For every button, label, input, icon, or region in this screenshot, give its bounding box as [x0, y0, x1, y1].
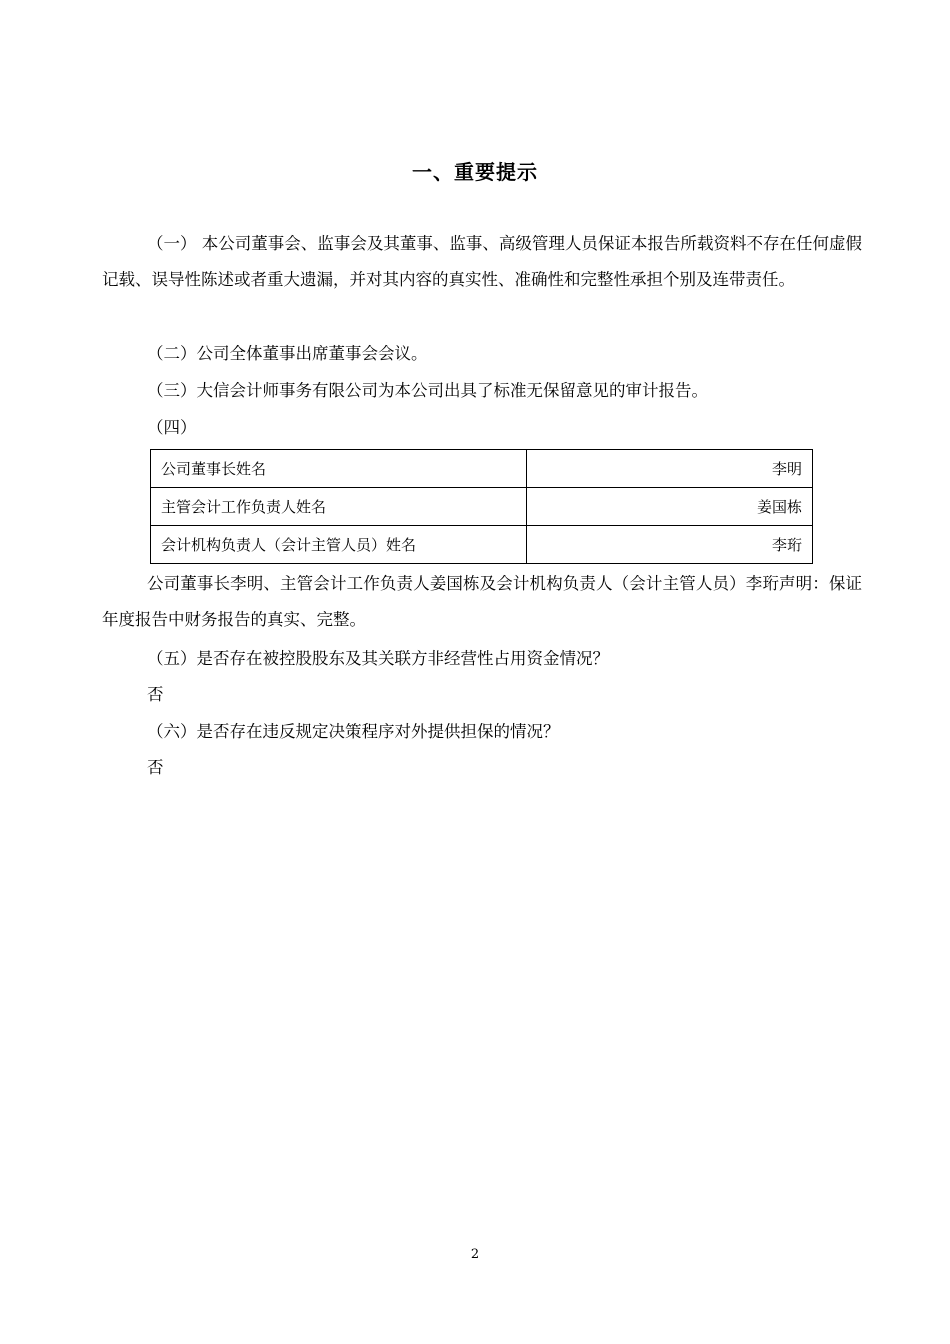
table-row: [151, 488, 813, 526]
section-title: 一、重要提示: [412, 160, 538, 184]
paragraph-item-1: （一） 本公司董事会、监事会及其董事、监事、高级管理人员保证本报告所载资料不存在任何虚假记载、误导性陈述或者重大遗漏，并对其内容的真实性、准确性和完整性承担个别及连带责任。: [102, 234, 862, 289]
table-row: [151, 526, 813, 564]
table-cell-value: 李明: [527, 450, 813, 488]
paragraph-item-6-question: （六）是否存在违反规定决策程序对外提供担保的情况？: [147, 722, 560, 741]
officers-table: [150, 449, 813, 564]
page-number: 2: [470, 1247, 480, 1262]
table-row: [151, 450, 813, 488]
table-cell-label: 公司董事长姓名: [151, 450, 527, 488]
paragraph-item-4-heading: （四）: [147, 418, 197, 437]
paragraph-item-3: （三）大信会计师事务有限公司为本公司出具了标准无保留意见的审计报告。: [147, 381, 708, 400]
table-cell-value: 姜国栋: [527, 488, 813, 526]
paragraph-item-5-question: （五）是否存在被控股股东及其关联方非经营性占用资金情况？: [147, 649, 609, 668]
table-cell-label: 会计机构负责人（会计主管人员）姓名: [151, 526, 527, 564]
table-cell-label: 主管会计工作负责人姓名: [151, 488, 527, 526]
paragraph-item-2: （二）公司全体董事出席董事会会议。: [147, 344, 428, 363]
paragraph-item-5-answer: 否: [147, 685, 164, 704]
officers-statement: 公司董事长李明、主管会计工作负责人姜国栋及会计机构负责人（会计主管人员）李珩声明：保证年度报告中财务报告的真实、完整。: [102, 574, 862, 629]
paragraph-item-6-answer: 否: [147, 758, 164, 777]
table-cell-value: 李珩: [527, 526, 813, 564]
